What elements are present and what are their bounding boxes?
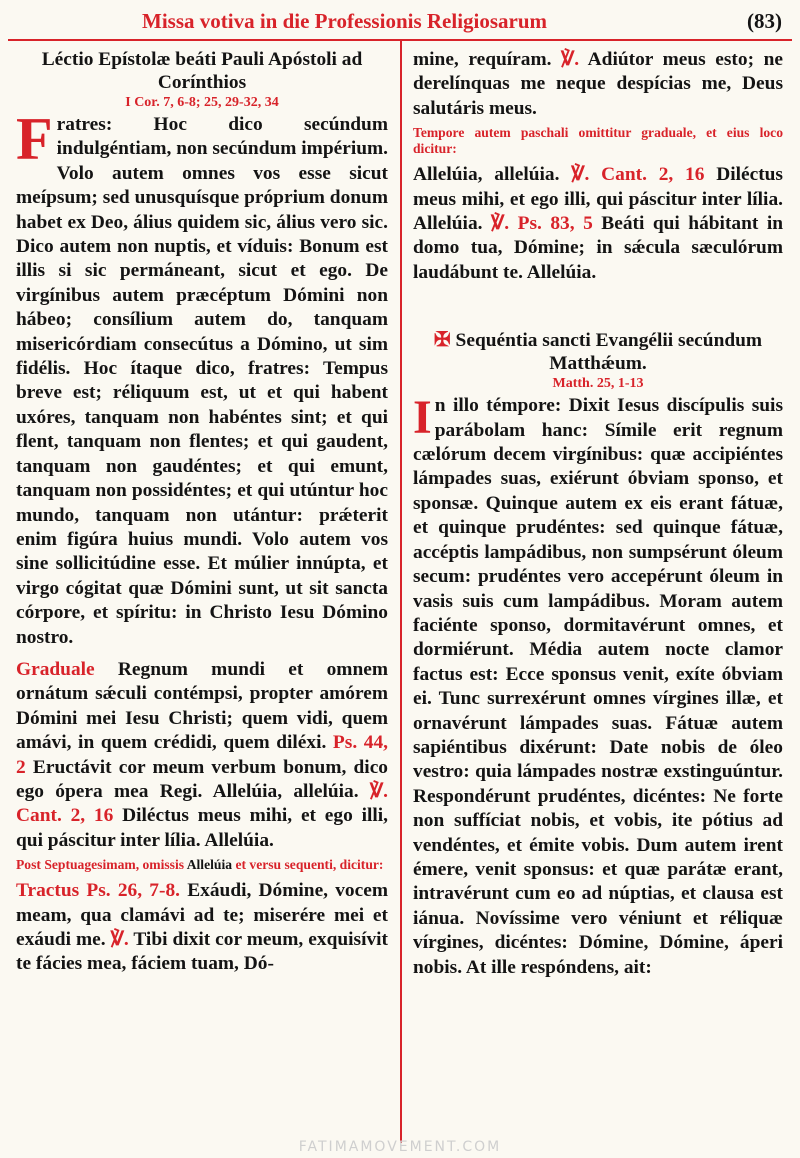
gospel-text: n illo témpore: Dixit Iesus discípulis suis parábolam hanc: Símile erit regnum cælórum decem virgínibus: quæ accipiéntes lámpades suas, exiérunt óbviam sponso, et sponsæ. Quinque autem ex eis erant fátuæ, et quinque prudéntes: sed quinque fátuæ, accéptis lampádibus, non sumpsérunt óleum secum: prudéntes vero accepérunt óleum in vasis suis cum lampádibus. Moram autem faciénte sponso, dormitavérunt omnes, et dormiérunt. Média autem nocte clamor factus est: Ecce sponsus venit, exíte óbviam ei. Tunc surrexérunt omnes vírgines illæ, et ornavérunt lámpades suas. Fátuæ autem sapiéntibus dixérunt: Date nobis de óleo vestro: quia lámpades nostræ exstinguúntur. Respondérunt prudéntes, dicéntes: Ne forte non suffíciat nobis, et vobis, ite pótius ad vendéntes, et émite vobis. Dum autem irent émere, venit sponsus: et quæ parátæ erant, intravérunt cum eo ad núptias, et clausa est iánua. Novíssime vero véniunt et réliquæ vírgines, dicéntes: Dómine, Dómine, áperi nobis. At ille respóndens, ait: [413, 395, 783, 978]
gospel-heading-text: Sequéntia sancti Evangélii secúndum Matthǽum. [455, 330, 763, 375]
paschal-alleluia [413, 163, 783, 285]
tract-continuation [413, 48, 783, 121]
rubric-part: Post Septuagesimam, omissis [16, 857, 185, 873]
alleluia-reference-1: Cant. 2, 16 [601, 164, 705, 186]
epistle-reference: I Cor. 7, 6-8; 25, 29-32, 34 [125, 95, 279, 110]
rubric-part: et versu sequenti, dicitur: [235, 857, 384, 873]
page-title: Missa votiva in die Professionis Religiosarum [142, 9, 548, 33]
alleluia-text-2: Beáti qui hábitant in domo tua, Dómine; in sǽcula sæculórum laudábunt te. Allelúia. [413, 213, 783, 283]
versicle-icon: ℣. [369, 780, 388, 802]
watermark: FATIMAMOVEMENT.COM [298, 1139, 502, 1155]
tract-text-1: Exáudi, Dómine, vocem meam, qua clamávi ad te; miserére mei et exáudi me. [16, 880, 388, 950]
column-divider [400, 41, 402, 1143]
gospel-paragraph [413, 391, 783, 980]
page-number: (83) [747, 9, 782, 33]
page-header [0, 0, 800, 40]
alleluia-text-1: Diléctus meus mihi, et ego illi, qui páscitur inter lília. Allelúia. [413, 164, 783, 235]
right-column [413, 48, 783, 980]
tract-label: Tractus Ps. 26, 7-8. [16, 880, 180, 902]
left-column [16, 48, 388, 977]
gradual-reference-2: Cant. 2, 16 [16, 805, 114, 827]
tract-cont-text: mine, requíram. [413, 49, 552, 70]
gradual-text-2: Eructávit cor meum verbum bonum, dico ego ópera mea Regi. Allelúia, allelúia. [16, 756, 388, 802]
epistle-initial: F [16, 106, 53, 172]
alleluia-reference-2: Ps. 83, 5 [517, 213, 593, 235]
gradual-text-3: Diléctus meus mihi, et ego illi, qui páscitur inter lília. Allelúia. [16, 805, 388, 851]
rubric-paschal: Tempore autem paschali omittitur graduale, et eius loco dicitur: [413, 125, 783, 157]
gospel-initial: I [413, 391, 432, 445]
gospel-reference: Matth. 25, 1-13 [552, 376, 644, 392]
tract-text-2: Tibi dixit cor meum, exquisívit te fácies mea, fáciem tuam, Dó- [16, 929, 388, 975]
rubric-alleluia: Allelúia [186, 857, 233, 873]
gradual-text-1: Regnum mundi et omnem ornátum sǽculi contémpsi, propter amórem Dómini mei Iesu Christi; quem vidi, quem amávi, in quem crédidi, quem diléxi. [16, 658, 388, 754]
gradual-reference-1: Ps. 44, 2 [16, 732, 388, 778]
gospel-heading [413, 329, 783, 375]
versicle-icon: ℣. [571, 164, 590, 186]
epistle-paragraph [16, 106, 388, 650]
gradual-paragraph [16, 658, 388, 853]
cross-icon: ✠ [433, 329, 451, 352]
versicle-icon: ℣. [561, 49, 580, 70]
epistle-text: ratres: Hoc dico secúndum indulgéntiam, non secúndum impérium. Volo autem omnes vos esse sicut meípsum; sed unusquísque próprium donum habet ex Deo, álius quidem sic, álius vero sic. Dico autem non nuptis, et víduis: Bonum est illis si sic permáneant, sicut et ego. De virgínibus autem præcéptum Dómini non hábeo; consílium autem do, tanquam misericórdiam consecútus a Dómino, ut sim fidélis. Hoc ítaque dico, fratres: Tempus breve est; réliquum est, ut et qui habent uxóres, tanquam non habéntes sint; et qui flent, tanquam non flentes; et qui gaudent, tanquam non gaudéntes; et qui emunt, tanquam non possidéntes; et qui utúntur hoc mundo, tanquam non utántur: prǽterit enim figúra huius mundi. Volo autem vos sine sollicitúdine esse. Et múlier innúpta, et virgo cógitat quæ Dómini sunt, ut sit sancta córpore, et spíritu: in Christo Iesu Dómino nostro. [16, 114, 388, 648]
tract-cont-text-2: Adiútor meus esto; ne derelínquas me neque despícias me, Deus salutáris meus. [413, 49, 783, 119]
epistle-heading: Léctio Epístolæ beáti Pauli Apóstoli ad Corínthios [41, 49, 363, 93]
tract-paragraph [16, 879, 388, 977]
versicle-icon: ℣. [491, 213, 510, 235]
section-spacer [413, 285, 783, 329]
alleluia-text: Allelúia, allelúia. [413, 164, 560, 186]
rubric-septuagesima [16, 857, 388, 873]
versicle-icon: ℣. [110, 929, 129, 950]
gradual-label: Graduale [16, 658, 95, 680]
